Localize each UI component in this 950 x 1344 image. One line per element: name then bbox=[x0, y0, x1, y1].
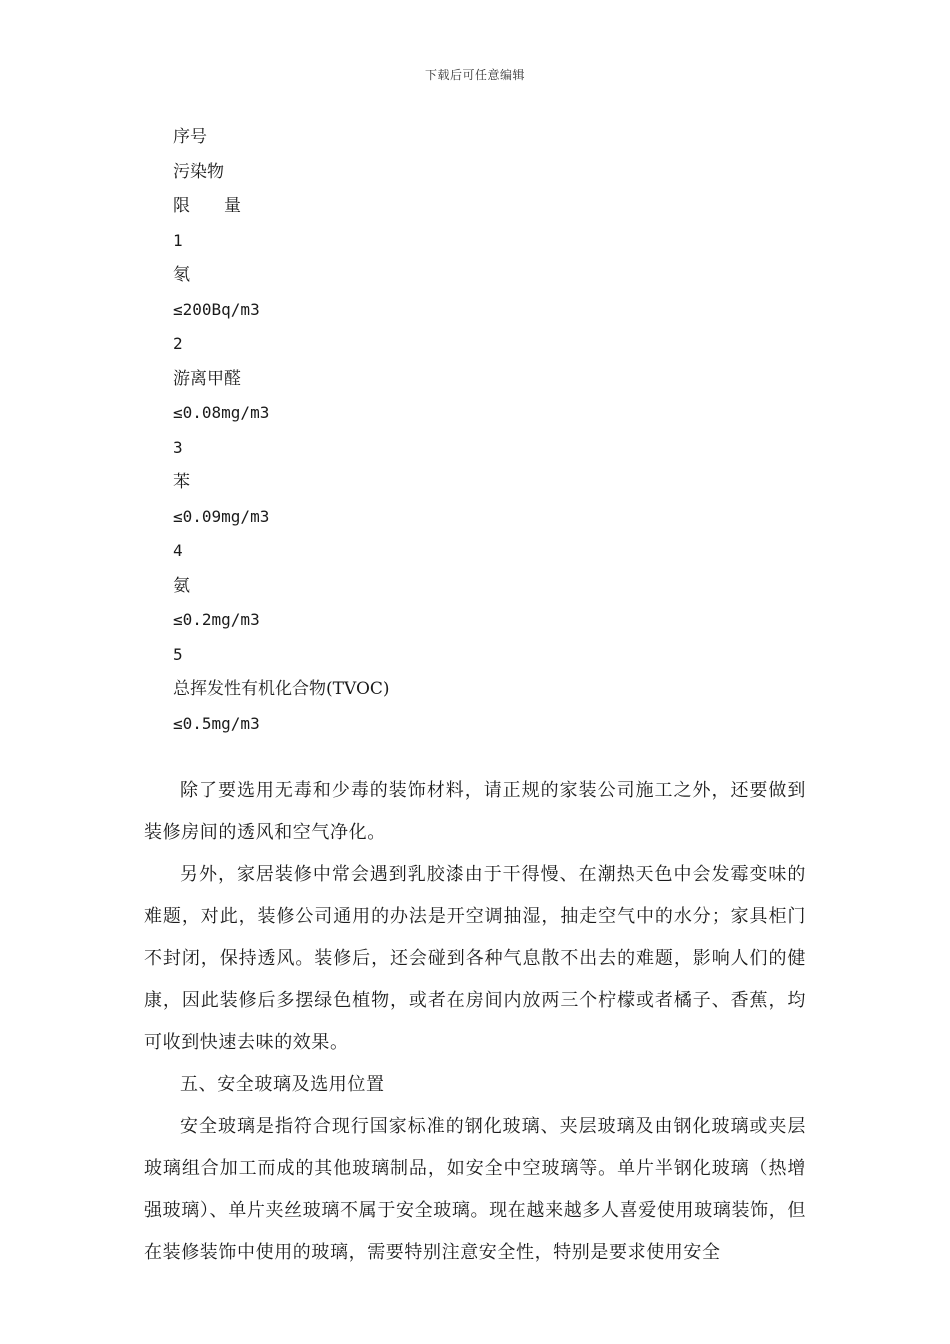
table-cell-pollutant: 氨 bbox=[173, 575, 190, 596]
table-cell-index: 4 bbox=[173, 541, 183, 560]
table-cell-limit: ≤200Bq/m3 bbox=[173, 299, 260, 319]
body-text bbox=[144, 770, 806, 1274]
pollutant-limit-table bbox=[173, 120, 793, 741]
table-cell-index: 3 bbox=[173, 437, 183, 457]
table-cell-pollutant: 总挥发性有机化合物(TVOC) bbox=[173, 679, 390, 699]
table-cell-index: 5 bbox=[173, 644, 183, 664]
table-cell-index: 1 bbox=[173, 230, 183, 250]
paragraph-safety-glass: 安全玻璃是指符合现行国家标准的钢化玻璃、夹层玻璃及由钢化玻璃或夹层玻璃组合加工而成的其他玻璃制品，如安全中空玻璃等。单片半钢化玻璃（热增强玻璃）、单片夹丝玻璃不属于安全玻璃。现在越来越多人喜爱使用玻璃装饰，但在装修装饰中使用的玻璃，需要特别注意安全性，特别是要求使用安全 bbox=[144, 1116, 806, 1263]
table-cell-pollutant: 苯 bbox=[173, 472, 190, 492]
table-cell-pollutant: 氡 bbox=[173, 265, 190, 285]
paragraph-odor-removal: 另外，家居装修中常会遇到乳胶漆由于干得慢、在潮热天色中会发霉变味的难题，对此，装修公司通用的办法是开空调抽湿，抽走空气中的水分；家具柜门不封闭，保持透风。装修后，还会碰到各种气息散不出去的难题，影响人们的健康，因此装修后多摆绿色植物，或者在房间内放两三个柠檬或者橘子、香蕉，均可收到快速去味的效果。 bbox=[144, 864, 806, 1053]
table-cell-pollutant: 游离甲醛 bbox=[173, 368, 241, 389]
table-cell-limit: ≤0.08mg/m3 bbox=[173, 403, 270, 422]
table-header-pollutant: 污染物 bbox=[173, 161, 224, 182]
section-heading: 五、安全玻璃及选用位置 bbox=[180, 1074, 385, 1095]
table-header-limit: 限 量 bbox=[173, 196, 241, 216]
table-cell-index: 2 bbox=[173, 334, 183, 353]
table-header-index: 序号 bbox=[173, 127, 207, 147]
paragraph-ventilation: 除了要选用无毒和少毒的装饰材料，请正规的家装公司施工之外，还要做到装修房间的透风和空气净化。 bbox=[144, 780, 806, 843]
table-cell-limit: ≤0.09mg/m3 bbox=[173, 506, 270, 526]
table-cell-limit: ≤0.5mg/m3 bbox=[173, 713, 260, 733]
table-cell-limit: ≤0.2mg/m3 bbox=[173, 610, 260, 629]
header-note: 下载后可任意编辑 bbox=[424, 68, 525, 82]
